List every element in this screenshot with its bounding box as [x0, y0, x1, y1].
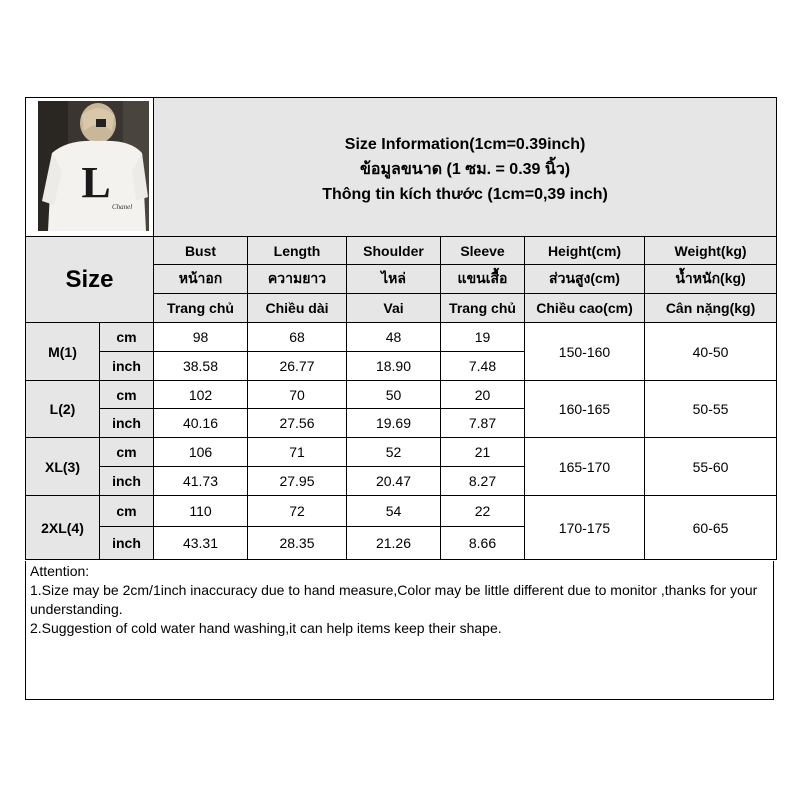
- svg-text:Chanel: Chanel: [112, 203, 133, 211]
- header-sleeve-vi: Trang chủ: [441, 294, 525, 323]
- header-shoulder-en: Shoulder: [347, 237, 441, 265]
- header-length-th: ความยาว: [248, 265, 347, 294]
- header-bust-en: Bust: [154, 237, 248, 265]
- height-range: 170-175: [525, 496, 645, 560]
- shoulder-cm: 48: [347, 323, 441, 352]
- size-m: M(1): [26, 323, 100, 381]
- length-cm: 68: [248, 323, 347, 352]
- bust-cm: 102: [154, 381, 248, 409]
- length-cm: 70: [248, 381, 347, 409]
- bust-cm: 110: [154, 496, 248, 527]
- size-xl: XL(3): [26, 438, 100, 496]
- length-inch: 26.77: [248, 352, 347, 381]
- height-range: 160-165: [525, 381, 645, 438]
- title-cell: [154, 98, 777, 237]
- title-th: ข้อมูลขนาด (1 ซม. = 0.39 นิ้ว): [359, 160, 571, 178]
- product-photo-cell: [26, 98, 154, 237]
- header-weight-vi: Cân nặng(kg): [645, 294, 777, 323]
- title-vi: Thông tin kích thước (1cm=0,39 inch): [322, 185, 608, 203]
- bust-inch: 43.31: [154, 527, 248, 560]
- header-shoulder-vi: Vai: [347, 294, 441, 323]
- bust-cm: 106: [154, 438, 248, 467]
- length-inch: 28.35: [248, 527, 347, 560]
- attention-notes: [25, 561, 774, 700]
- sleeve-inch: 8.27: [441, 467, 525, 496]
- shoulder-cm: 52: [347, 438, 441, 467]
- weight-range: 50-55: [645, 381, 777, 438]
- header-weight-en: Weight(kg): [645, 237, 777, 265]
- weight-range: 40-50: [645, 323, 777, 381]
- svg-text:L: L: [81, 158, 111, 207]
- header-sleeve-th: แขนเสื้อ: [441, 265, 525, 294]
- sleeve-inch: 8.66: [441, 527, 525, 560]
- bust-inch: 38.58: [154, 352, 248, 381]
- bust-cm: 98: [154, 323, 248, 352]
- sleeve-inch: 7.87: [441, 409, 525, 438]
- weight-range: 55-60: [645, 438, 777, 496]
- header-length-en: Length: [248, 237, 347, 265]
- notes-line-2: 2.Suggestion of cold water hand washing,it can help items keep their shape.: [30, 620, 502, 636]
- length-inch: 27.56: [248, 409, 347, 438]
- table-row: [26, 323, 777, 352]
- unit-inch: inch: [100, 409, 154, 438]
- shoulder-inch: 21.26: [347, 527, 441, 560]
- header-sleeve-en: Sleeve: [441, 237, 525, 265]
- unit-cm: cm: [100, 496, 154, 527]
- size-header: Size: [26, 237, 154, 323]
- length-cm: 71: [248, 438, 347, 467]
- shoulder-cm: 54: [347, 496, 441, 527]
- weight-range: 60-65: [645, 496, 777, 560]
- shoulder-inch: 18.90: [347, 352, 441, 381]
- unit-cm: cm: [100, 323, 154, 352]
- shoulder-cm: 50: [347, 381, 441, 409]
- table-row: [26, 496, 777, 527]
- notes-line-1: 1.Size may be 2cm/1inch inaccuracy due to hand measure,Color may be little different due to monitor ,thanks for your understanding.: [30, 582, 758, 617]
- sleeve-cm: 21: [441, 438, 525, 467]
- unit-inch: inch: [100, 352, 154, 381]
- sleeve-inch: 7.48: [441, 352, 525, 381]
- header-height-th: ส่วนสูง(cm): [525, 265, 645, 294]
- sleeve-cm: 22: [441, 496, 525, 527]
- shoulder-inch: 20.47: [347, 467, 441, 496]
- unit-inch: inch: [100, 467, 154, 496]
- header-weight-th: น้ำหนัก(kg): [645, 265, 777, 294]
- size-2xl: 2XL(4): [26, 496, 100, 560]
- size-table: [25, 97, 777, 560]
- header-bust-vi: Trang chủ: [154, 294, 248, 323]
- table-row: [26, 438, 777, 467]
- length-cm: 72: [248, 496, 347, 527]
- height-range: 165-170: [525, 438, 645, 496]
- unit-cm: cm: [100, 438, 154, 467]
- header-bust-th: หน้าอก: [154, 265, 248, 294]
- header-height-vi: Chiều cao(cm): [525, 294, 645, 323]
- header-height-en: Height(cm): [525, 237, 645, 265]
- notes-heading: Attention:: [30, 563, 90, 579]
- sleeve-cm: 20: [441, 381, 525, 409]
- header-shoulder-th: ไหล่: [347, 265, 441, 294]
- sleeve-cm: 19: [441, 323, 525, 352]
- header-length-vi: Chiều dài: [248, 294, 347, 323]
- table-row: [26, 381, 777, 409]
- product-photo: [38, 101, 149, 231]
- bust-inch: 40.16: [154, 409, 248, 438]
- unit-inch: inch: [100, 527, 154, 560]
- size-l: L(2): [26, 381, 100, 438]
- shoulder-inch: 19.69: [347, 409, 441, 438]
- unit-cm: cm: [100, 381, 154, 409]
- bust-inch: 41.73: [154, 467, 248, 496]
- title-en: Size Information(1cm=0.39inch): [344, 135, 586, 153]
- length-inch: 27.95: [248, 467, 347, 496]
- height-range: 150-160: [525, 323, 645, 381]
